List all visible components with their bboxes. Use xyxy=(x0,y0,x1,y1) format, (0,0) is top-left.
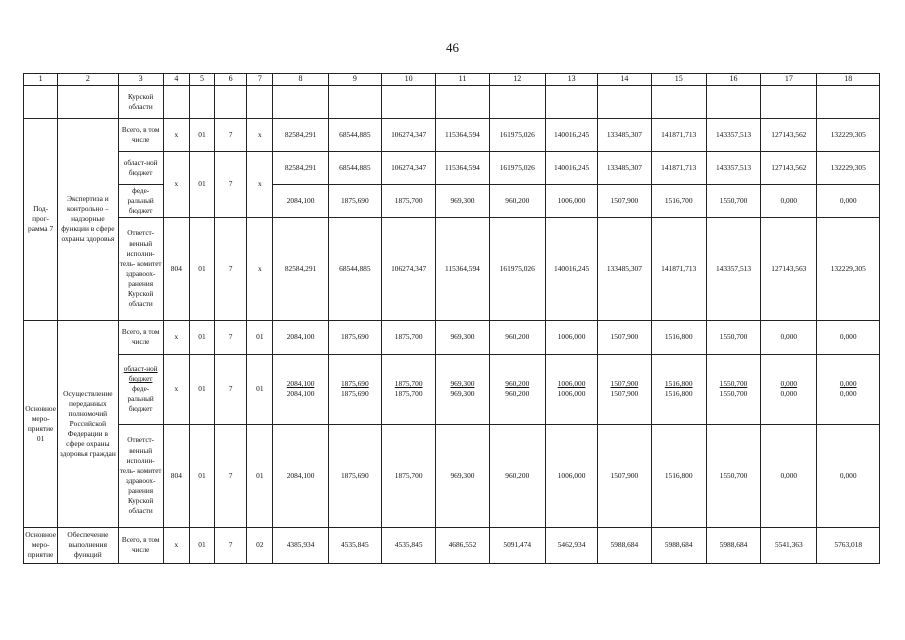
value-cell xyxy=(598,354,651,424)
value-cell: 1550,700 xyxy=(706,320,760,354)
regional-value: 1875,700 xyxy=(394,379,423,389)
value-cell: 68544,885 xyxy=(328,118,381,151)
code-cell: x xyxy=(163,354,189,424)
regional-value: 969,300 xyxy=(450,379,475,389)
value-cell: 133485,307 xyxy=(598,118,651,151)
federal-value: 1875,700 xyxy=(394,389,423,399)
table-cell xyxy=(163,85,189,118)
value-cell: 82584,291 xyxy=(273,217,328,320)
value-cell: 1875,690 xyxy=(328,320,381,354)
value-cell: 161975,026 xyxy=(489,151,545,184)
measure-name: Осуществление переданных полномочий Российской Федерации в сфере охраны здоровья граждан xyxy=(58,320,118,527)
code-cell: 01 xyxy=(189,527,214,563)
row-label: Всего, в том числе xyxy=(118,118,163,151)
code-cell: x xyxy=(247,217,273,320)
value-cell: 141871,713 xyxy=(651,118,706,151)
value-cell: 5763,018 xyxy=(817,527,880,563)
column-header: 10 xyxy=(382,74,436,86)
regional-value: 2084,100 xyxy=(286,379,315,389)
value-cell: 106274,347 xyxy=(382,217,436,320)
code-cell: 7 xyxy=(215,151,247,217)
column-header: 13 xyxy=(545,74,597,86)
value-cell: 5988,684 xyxy=(651,527,706,563)
row-label: област-ной бюджет xyxy=(118,151,163,184)
value-cell: 4535,845 xyxy=(382,527,436,563)
value-cell: 1875,700 xyxy=(382,424,436,527)
value-cell: 5988,684 xyxy=(706,527,760,563)
subprogram-total-row xyxy=(24,118,880,151)
column-header: 7 xyxy=(247,74,273,86)
code-cell: 7 xyxy=(215,527,247,563)
regional-value: 1550,700 xyxy=(719,379,748,389)
value-cell: 1006,000 xyxy=(545,424,597,527)
table-cell xyxy=(761,85,817,118)
regional-value: 1516,800 xyxy=(664,379,693,389)
code-cell: x xyxy=(247,151,273,217)
federal-budget-label: феде-ральный бюджет xyxy=(127,385,154,414)
table-cell xyxy=(545,85,597,118)
table-cell xyxy=(58,85,118,118)
code-cell: 01 xyxy=(189,320,214,354)
value-cell: 1516,700 xyxy=(651,184,706,217)
value-cell: 106274,347 xyxy=(382,118,436,151)
column-header: 6 xyxy=(215,74,247,86)
code-cell: x xyxy=(163,118,189,151)
table-cell xyxy=(215,85,247,118)
value-cell: 143357,513 xyxy=(706,217,760,320)
code-cell: 804 xyxy=(163,217,189,320)
value-cell: 960,200 xyxy=(489,320,545,354)
federal-value: 960,200 xyxy=(505,389,530,399)
federal-budget-row xyxy=(24,184,880,217)
value-cell: 5988,684 xyxy=(598,527,651,563)
regional-value: 960,200 xyxy=(505,379,530,389)
value-cell: 115364,594 xyxy=(436,217,489,320)
code-cell: 01 xyxy=(247,320,273,354)
value-cell xyxy=(489,354,545,424)
value-cell: 133485,307 xyxy=(598,217,651,320)
value-cell: 2084,100 xyxy=(273,184,328,217)
value-cell xyxy=(273,354,328,424)
code-cell: 804 xyxy=(163,424,189,527)
measure-executor-row xyxy=(24,424,880,527)
value-cell: 2084,100 xyxy=(273,320,328,354)
value-cell: 1550,700 xyxy=(706,184,760,217)
table-cell xyxy=(328,85,381,118)
value-cell: 969,300 xyxy=(436,424,489,527)
value-cell: 1507,900 xyxy=(598,424,651,527)
column-header: 3 xyxy=(118,74,163,86)
code-cell: 7 xyxy=(215,118,247,151)
value-cell: 1875,690 xyxy=(328,424,381,527)
value-cell: 4385,934 xyxy=(273,527,328,563)
column-header: 9 xyxy=(328,74,381,86)
value-cell: 0,000 xyxy=(761,320,817,354)
code-cell: 01 xyxy=(247,354,273,424)
value-cell: 960,200 xyxy=(489,184,545,217)
code-cell: 01 xyxy=(189,151,214,217)
column-header: 11 xyxy=(436,74,489,86)
value-cell: 143357,513 xyxy=(706,151,760,184)
value-cell: 127143,562 xyxy=(761,151,817,184)
value-cell xyxy=(651,354,706,424)
value-cell: 132229,305 xyxy=(817,118,880,151)
executor-row xyxy=(24,217,880,320)
code-cell: x xyxy=(163,320,189,354)
value-cell: 140016,245 xyxy=(545,151,597,184)
executor-label: Курской области xyxy=(118,85,163,118)
column-header: 17 xyxy=(761,74,817,86)
value-cell: 132229,305 xyxy=(817,217,880,320)
value-cell: 161975,026 xyxy=(489,118,545,151)
value-cell: 1507,900 xyxy=(598,184,651,217)
regional-value: 1875,690 xyxy=(340,379,369,389)
budget-table xyxy=(23,73,880,564)
value-cell: 68544,885 xyxy=(328,217,381,320)
code-cell: 02 xyxy=(247,527,273,563)
regional-value: 0,000 xyxy=(780,379,798,389)
measure-total-row xyxy=(24,320,880,354)
value-cell: 1875,700 xyxy=(382,320,436,354)
code-cell: x xyxy=(247,118,273,151)
continuation-row xyxy=(24,85,880,118)
row-label: Ответст-венный исполни-тель- комитет здравоох-ранения Курской области xyxy=(118,424,163,527)
value-cell: 106274,347 xyxy=(382,151,436,184)
value-cell: 143357,513 xyxy=(706,118,760,151)
measure-title: Основное меро-приятие 01 xyxy=(24,320,58,527)
code-cell: 01 xyxy=(189,217,214,320)
row-label: Всего, в том числе xyxy=(118,527,163,563)
row-label: феде-ральный бюджет xyxy=(118,184,163,217)
value-cell: 1516,800 xyxy=(651,320,706,354)
value-cell: 115364,594 xyxy=(436,118,489,151)
value-cell xyxy=(545,354,597,424)
value-cell: 127143,563 xyxy=(761,217,817,320)
code-cell: 7 xyxy=(215,320,247,354)
column-header: 14 xyxy=(598,74,651,86)
row-label: Всего, в том числе xyxy=(118,320,163,354)
value-cell xyxy=(761,354,817,424)
table-cell xyxy=(382,85,436,118)
value-cell xyxy=(817,354,880,424)
regional-value: 1006,000 xyxy=(557,379,586,389)
federal-value: 1550,700 xyxy=(719,389,748,399)
value-cell: 960,200 xyxy=(489,424,545,527)
code-cell: 01 xyxy=(189,424,214,527)
value-cell: 1006,000 xyxy=(545,320,597,354)
column-header: 1 xyxy=(24,74,58,86)
value-cell: 2084,100 xyxy=(273,424,328,527)
code-cell: x xyxy=(163,527,189,563)
table-cell xyxy=(273,85,328,118)
value-cell: 0,000 xyxy=(761,184,817,217)
regional-value: 0,000 xyxy=(839,379,857,389)
value-cell: 68544,885 xyxy=(328,151,381,184)
regional-value: 1507,900 xyxy=(610,379,639,389)
code-cell: x xyxy=(163,151,189,217)
table-cell xyxy=(651,85,706,118)
column-header: 15 xyxy=(651,74,706,86)
value-cell: 161975,026 xyxy=(489,217,545,320)
table-cell xyxy=(189,85,214,118)
measure-title: Основное меро-приятие xyxy=(24,527,58,563)
column-header: 16 xyxy=(706,74,760,86)
code-cell: 01 xyxy=(189,354,214,424)
value-cell: 1516,800 xyxy=(651,424,706,527)
column-header: 2 xyxy=(58,74,118,86)
value-cell xyxy=(436,354,489,424)
federal-value: 1507,900 xyxy=(610,389,639,399)
code-cell: 7 xyxy=(215,354,247,424)
value-cell: 140016,245 xyxy=(545,118,597,151)
federal-value: 0,000 xyxy=(839,389,857,399)
value-cell: 5091,474 xyxy=(489,527,545,563)
value-cell: 969,300 xyxy=(436,320,489,354)
subprogram-title: Под-прог-рамма 7 xyxy=(24,118,58,320)
code-cell: 01 xyxy=(189,118,214,151)
federal-value: 969,300 xyxy=(450,389,475,399)
table-cell xyxy=(436,85,489,118)
value-cell xyxy=(706,354,760,424)
value-cell: 1875,690 xyxy=(328,184,381,217)
column-header: 12 xyxy=(489,74,545,86)
federal-value: 2084,100 xyxy=(286,389,315,399)
value-cell: 969,300 xyxy=(436,184,489,217)
header-row xyxy=(24,74,880,86)
table-cell xyxy=(489,85,545,118)
value-cell: 1875,700 xyxy=(382,184,436,217)
value-cell: 5462,934 xyxy=(545,527,597,563)
measure-budgets-row xyxy=(24,354,880,424)
page-number: 46 xyxy=(446,40,459,55)
value-cell: 82584,291 xyxy=(273,151,328,184)
value-cell: 0,000 xyxy=(817,424,880,527)
value-cell: 0,000 xyxy=(761,424,817,527)
value-cell: 1550,700 xyxy=(706,424,760,527)
column-header: 8 xyxy=(273,74,328,86)
regional-budget-label: област-ной бюджет xyxy=(123,365,158,384)
table-cell xyxy=(598,85,651,118)
value-cell: 1507,900 xyxy=(598,320,651,354)
code-cell: 7 xyxy=(215,217,247,320)
value-cell: 133485,307 xyxy=(598,151,651,184)
code-cell: 7 xyxy=(215,424,247,527)
subprogram-name: Экспертиза и контрольно – надзорные функции в сфере охраны здоровья xyxy=(58,118,118,320)
value-cell xyxy=(382,354,436,424)
value-cell: 4686,552 xyxy=(436,527,489,563)
value-cell: 141871,713 xyxy=(651,151,706,184)
table-cell xyxy=(817,85,880,118)
measure2-total-row xyxy=(24,527,880,563)
value-cell: 127143,562 xyxy=(761,118,817,151)
value-cell xyxy=(328,354,381,424)
value-cell: 140016,245 xyxy=(545,217,597,320)
value-cell: 82584,291 xyxy=(273,118,328,151)
table-cell xyxy=(706,85,760,118)
column-header: 18 xyxy=(817,74,880,86)
federal-value: 1006,000 xyxy=(557,389,586,399)
column-header: 4 xyxy=(163,74,189,86)
regional-budget-row xyxy=(24,151,880,184)
federal-value: 0,000 xyxy=(780,389,798,399)
federal-value: 1875,690 xyxy=(340,389,369,399)
row-label xyxy=(118,354,163,424)
federal-value: 1516,800 xyxy=(664,389,693,399)
value-cell: 1006,000 xyxy=(545,184,597,217)
measure-name: Обеспечение выполнения функций xyxy=(58,527,118,563)
value-cell: 141871,713 xyxy=(651,217,706,320)
row-label: Ответст-венный исполни-тель- комитет здравоох-ранения Курской области xyxy=(118,217,163,320)
value-cell: 132229,305 xyxy=(817,151,880,184)
table-cell xyxy=(24,85,58,118)
value-cell: 5541,363 xyxy=(761,527,817,563)
column-header: 5 xyxy=(189,74,214,86)
value-cell: 4535,845 xyxy=(328,527,381,563)
code-cell: 01 xyxy=(247,424,273,527)
table-cell xyxy=(247,85,273,118)
value-cell: 0,000 xyxy=(817,184,880,217)
value-cell: 0,000 xyxy=(817,320,880,354)
value-cell: 115364,594 xyxy=(436,151,489,184)
